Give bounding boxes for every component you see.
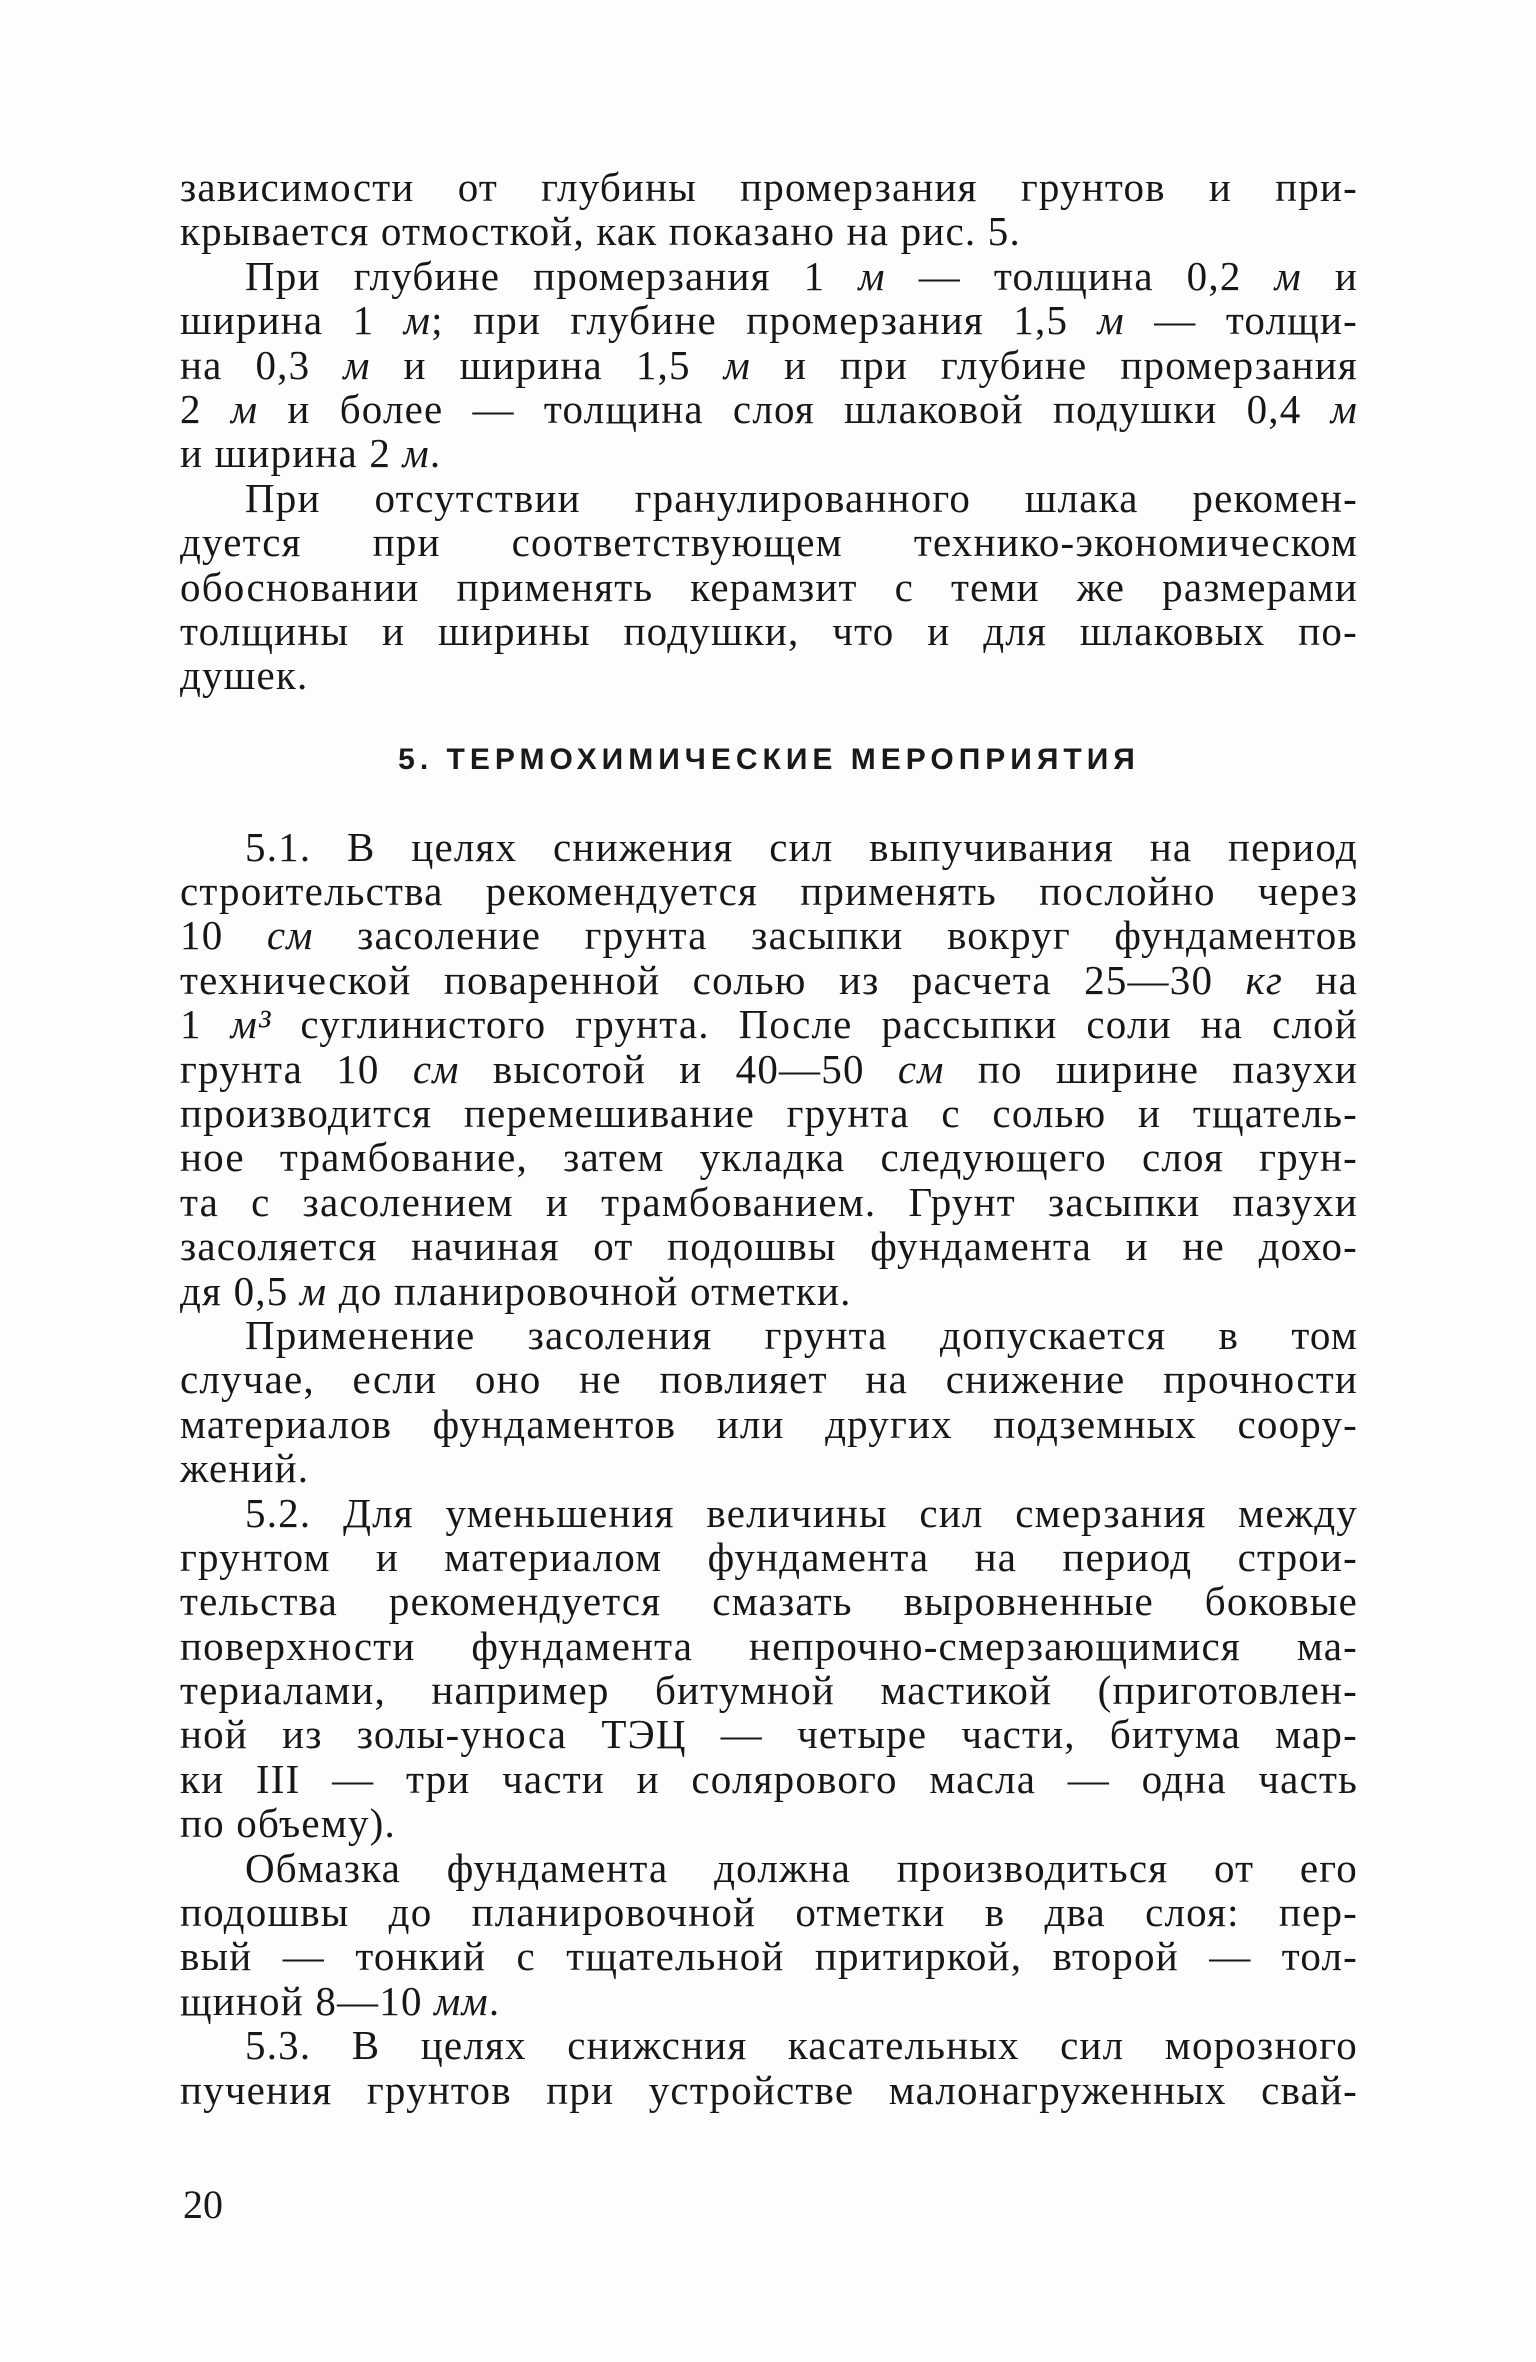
- text-line: При отсутствии гранулированного шлака рекомен-: [245, 474, 1358, 521]
- text-line: дуется при соответствующем технико-экономическом: [180, 519, 1358, 566]
- text-line: 5.2. Для уменьшения величины сил смерзания между: [245, 1489, 1358, 1536]
- unit-italic: см: [266, 912, 314, 959]
- text-line: грунтом и материалом фундамента на период строи-: [180, 1533, 1358, 1580]
- text-line: производится перемешивание грунта с солью и тщатель-: [180, 1090, 1358, 1137]
- text-line: ки III — три части и солярового масла — одна часть: [180, 1755, 1358, 1802]
- unit-italic: кг: [1245, 956, 1284, 1003]
- unit-italic: мм: [434, 1977, 489, 2024]
- paragraph: [180, 1491, 1358, 1846]
- text-line: на 0,3 м и ширина 1,5 м и при глубине промерзания: [180, 341, 1358, 388]
- text-line: ное трамбование, затем укладка следующего слоя грун-: [180, 1134, 1358, 1181]
- page-number: 20: [183, 2182, 223, 2227]
- text-after-heading: [180, 825, 1358, 2112]
- text-line: 10 см засоление грунта засыпки вокруг фундаментов: [180, 912, 1358, 959]
- unit-italic: м: [402, 430, 430, 477]
- paragraph: [180, 825, 1358, 1313]
- text-line: по объему).: [180, 1800, 396, 1847]
- unit-italic: м: [723, 341, 752, 388]
- text-line: та с засолением и трамбованием. Грунт засыпки пазухи: [180, 1178, 1358, 1225]
- text-line: крывается отмосткой, как показано на рис. 5.: [180, 208, 1021, 255]
- unit-italic: см: [412, 1045, 460, 1092]
- paragraph: [180, 254, 1358, 476]
- unit-italic: м: [1097, 297, 1125, 344]
- text-line: строительства рекомендуется применять послойно через: [180, 868, 1358, 915]
- unit-italic: см: [897, 1045, 945, 1092]
- paragraph: [180, 165, 1358, 254]
- unit-italic: м: [1330, 385, 1358, 432]
- text-before-heading: [180, 165, 1358, 698]
- text-line: 1 м³ суглинистого грунта. После рассыпки соли на слой: [180, 1001, 1359, 1048]
- text-line: обосновании применять керамзит с теми же размерами: [180, 563, 1358, 610]
- text-line: 2 м и более — толщина слоя шлаковой подушки 0,4 м: [180, 385, 1358, 432]
- unit-italic: м: [343, 341, 371, 388]
- text-line: щиной 8—10 мм.: [180, 1977, 501, 2024]
- text-line: териалами, например битумной мастикой (приготовлен-: [180, 1667, 1358, 1714]
- unit-italic: м³: [230, 1001, 272, 1048]
- unit-italic: м: [403, 297, 432, 344]
- text-line: вый — тонкий с тщательной притиркой, второй — тол-: [180, 1933, 1358, 1980]
- unit-italic: м: [230, 385, 259, 432]
- text-line: материалов фундаментов или других подземных соору-: [180, 1400, 1358, 1447]
- text-line: жений.: [180, 1445, 310, 1492]
- text-line: При глубине промерзания 1 м — толщина 0,2 м и: [245, 252, 1358, 299]
- paragraph: [180, 2023, 1358, 2112]
- text-column: [180, 165, 1358, 2112]
- text-line: ширина 1 м; при глубине промерзания 1,5 м — толщи-: [180, 297, 1358, 344]
- paragraph: [180, 1846, 1358, 2024]
- text-line: Применение засоления грунта допускается в том: [245, 1311, 1358, 1358]
- section-heading: 5. ТЕРМОХИМИЧЕСКИЕ МЕРОПРИЯТИЯ: [398, 742, 1140, 776]
- text-line: грунта 10 см высотой и 40—50 см по ширине пазухи: [180, 1045, 1358, 1092]
- unit-italic: м: [299, 1267, 328, 1314]
- text-line: засоляется начиная от подошвы фундамента и не дохо-: [180, 1223, 1358, 1270]
- text-line: толщины и ширины подушки, что и для шлаковых по-: [180, 607, 1358, 654]
- text-line: тельства рекомендуется смазать выровненные боковые: [180, 1578, 1358, 1625]
- text-line: 5.1. В целях снижения сил выпучивания на период: [245, 823, 1358, 870]
- text-line: технической поваренной солью из расчета 25—30 кг на: [180, 956, 1358, 1003]
- unit-italic: м: [858, 252, 886, 299]
- text-line: поверхности фундамента непрочно-смерзающимися ма-: [180, 1622, 1358, 1669]
- text-line: пучения грунтов при устройстве малонагруженных свай-: [180, 2066, 1358, 2113]
- text-line: ной из золы-уноса ТЭЦ — четыре части, битума мар-: [180, 1711, 1358, 1758]
- paragraph: [180, 1313, 1358, 1491]
- unit-italic: м: [1274, 252, 1302, 299]
- text-line: подошвы до планировочной отметки в два слоя: пер-: [180, 1889, 1358, 1936]
- text-line: 5.3. В целях снижсния касательных сил морозного: [245, 2022, 1358, 2069]
- text-line: душек.: [180, 652, 309, 699]
- text-line: случае, если оно не повлияет на снижение прочности: [180, 1356, 1358, 1403]
- text-line: Обмазка фундамента должна производиться от его: [245, 1844, 1358, 1891]
- text-line: зависимости от глубины промерзания грунтов и при-: [180, 164, 1358, 210]
- text-line: и ширина 2 м.: [180, 430, 442, 477]
- text-line: дя 0,5 м до планировочной отметки.: [180, 1267, 852, 1314]
- paragraph: [180, 476, 1358, 698]
